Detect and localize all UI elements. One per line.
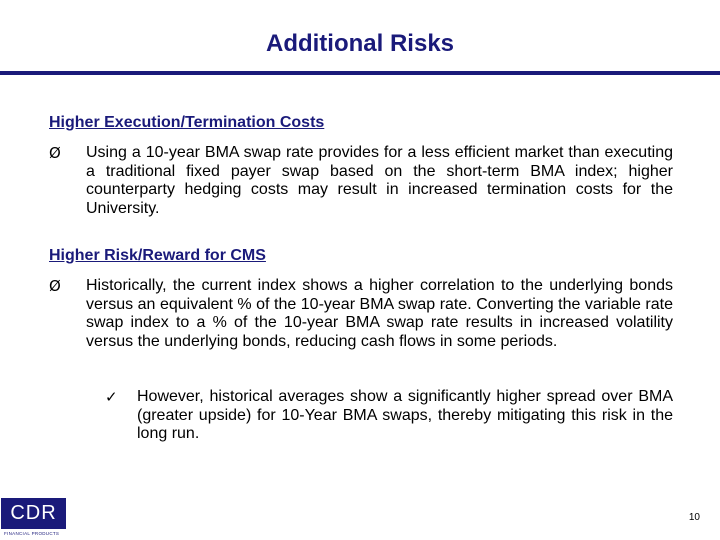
- bullet-text: Using a 10-year BMA swap rate provides for a less efficient market than executing a traditional fixed payer swap based on the short-term BMA index; higher counterparty hedging costs may result in increased termination costs for the University.: [86, 144, 673, 217]
- logo-subtitle: FINANCIAL PRODUCTS: [4, 531, 60, 536]
- slide-title: Additional Risks: [265, 30, 455, 57]
- checkmark-icon: ✓: [105, 388, 118, 406]
- bullet-text: Historically, the current index shows a higher correlation to the underlying bonds versus an equivalent % of the 10-year BMA swap rate. Converting the variable rate swap index to a % of the 10-year BMA swap rate results in increased volatility versus the underlying bonds, reducing cash flows in some periods.: [86, 277, 673, 350]
- section-heading-risk-reward: Higher Risk/Reward for CMS: [49, 247, 266, 264]
- page-number: 10: [688, 512, 700, 523]
- bullet-risk-reward: [49, 277, 673, 377]
- sub-bullet-text: However, historical averages show a significantly higher spread over BMA (greater upside) for 10-Year BMA swaps, thereby mitigating this risk in the long run.: [137, 388, 673, 442]
- arrow-bullet-icon: Ø: [49, 277, 61, 295]
- section-heading-execution-costs: Higher Execution/Termination Costs: [49, 114, 325, 131]
- arrow-bullet-icon: Ø: [49, 144, 61, 162]
- bullet-execution-costs: [49, 144, 673, 224]
- title-divider: [0, 71, 720, 75]
- sub-bullet-historical-averages: [105, 388, 673, 448]
- cdr-logo: CDR: [1, 498, 66, 529]
